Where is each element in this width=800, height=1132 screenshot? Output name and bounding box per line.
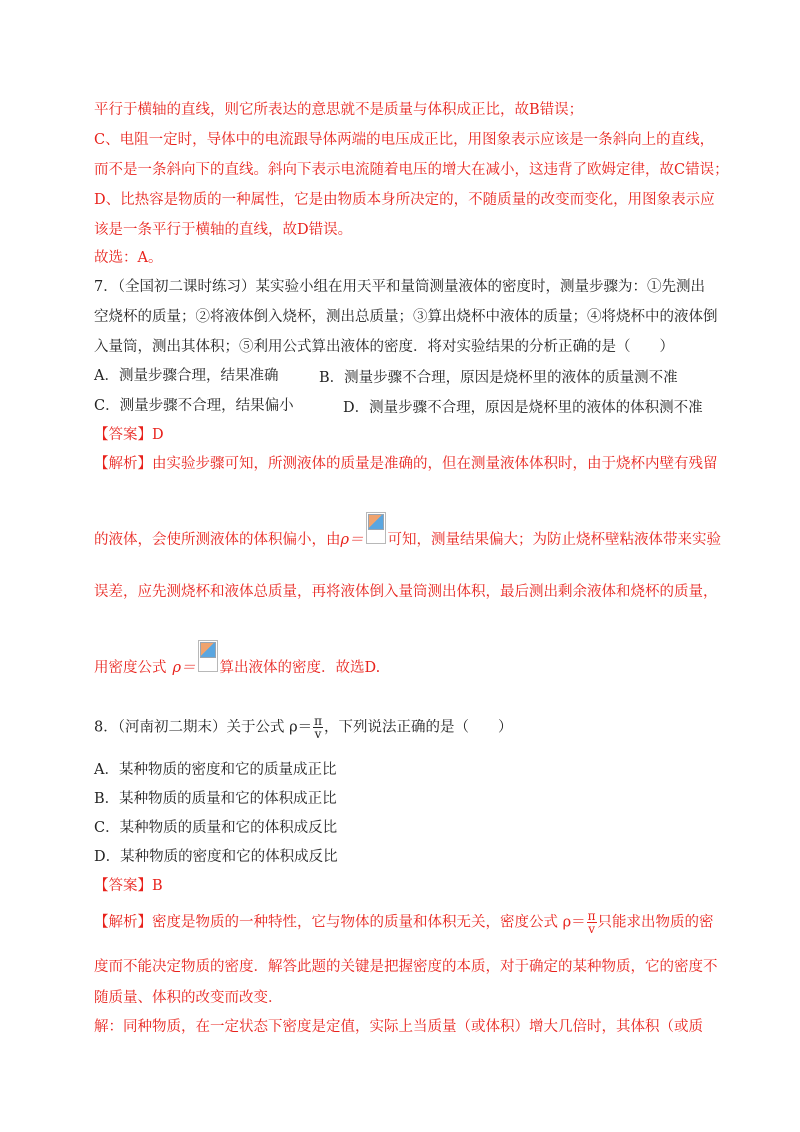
question-7-option-d: D．测量步骤不合理，原因是烧杯里的液体的体积测不准	[343, 400, 703, 416]
explanation-line: 平行于横轴的直线，则它所表达的意思就不是质量与体积成正比，故B错误；	[94, 102, 584, 118]
fraction-denominator: v	[314, 727, 322, 741]
question-7-stem: 空烧杯的质量；②将液体倒入烧杯，测出总质量；③算出烧杯中液体的质量；④将烧杯中的液体倒	[94, 309, 718, 325]
question-7-explanation	[94, 652, 380, 684]
question-7-explanation: 误差，应先测烧杯和液体总质量，再将液体倒入量筒测出体积，最后测出剩余液体和烧杯的质量，	[94, 584, 718, 600]
formula-image-placeholder	[198, 640, 218, 672]
explanation-line: C、电阻一定时，导体中的电流跟导体两端的电压成正比，用图象表示应该是一条斜向上的直线，	[94, 132, 715, 148]
question-8-stem	[94, 715, 513, 740]
explanation-text: 用密度公式	[94, 660, 167, 676]
explanation-text: 只能求出物质的密	[597, 914, 714, 931]
question-8-option-c: C．某种物质的质量和它的体积成反比	[94, 820, 338, 836]
question-8-answer: 【答案】B	[94, 878, 163, 894]
explanation-text: 的液体，会使所测液体的体积偏小，由	[94, 532, 341, 548]
rho-symbol: ρ＝	[289, 719, 313, 736]
question-8-solution: 解：同种物质，在一定状态下密度是定值，实际上当质量（或体积）增大几倍时，其体积（或质	[94, 1019, 703, 1035]
question-7-stem: 入量筒，测出其体积；⑤利用公式算出液体的密度．将对实验结果的分析正确的是（ ）	[94, 339, 674, 355]
explanation-line: D、比热容是物质的一种属性，它是由物质本身所决定的，不随质量的改变而变化，用图象表示应	[94, 192, 715, 208]
question-7-option-a: A．测量步骤合理，结果准确	[94, 368, 279, 384]
rho-symbol: ρ＝	[562, 914, 586, 931]
explanation-text: 【解析】密度是物质的一种特性，它与物体的质量和体积无关，密度公式	[94, 914, 558, 931]
broken-image-icon	[368, 514, 384, 530]
question-8-explanation: 随质量、体积的改变而改变．	[94, 990, 283, 1006]
question-8-option-a: A．某种物质的密度和它的质量成正比	[94, 762, 337, 778]
question-8-explanation: 度而不能决定物质的密度．解答此题的关键是把握密度的本质，对于确定的某种物质，它的密度不	[94, 959, 718, 975]
question-8-option-d: D．某种物质的密度和它的体积成反比	[94, 849, 338, 865]
question-8-option-b: B．某种物质的质量和它的体积成正比	[94, 791, 337, 807]
explanation-text: 可知，测量结果偏大；为防止烧杯壁粘液体带来实验	[387, 532, 722, 548]
question-7-explanation: 【解析】由实验步骤可知，所测液体的质量是准确的，但在测量液体体积时，由于烧杯内壁有残留	[94, 456, 718, 472]
question-text: 8．（河南初二期末）关于公式	[94, 719, 285, 736]
question-7-option-c: C．测量步骤不合理，结果偏小	[94, 398, 294, 414]
answer-conclusion: 故选：A。	[94, 250, 163, 266]
density-formula-fraction	[313, 715, 323, 740]
question-7-explanation	[94, 524, 721, 556]
question-7-option-b: B．测量步骤不合理，原因是烧杯里的液体的质量测不准	[319, 370, 678, 386]
question-7-stem: 7．（全国初二课时练习）某实验小组在用天平和量筒测量液体的密度时，测量步骤为：①先测出	[94, 279, 705, 295]
fraction-numerator: π	[314, 714, 323, 728]
question-8-explanation	[94, 910, 714, 935]
density-formula-fraction	[587, 910, 597, 935]
rho-symbol: ρ＝	[340, 532, 364, 548]
explanation-line: 而不是一条斜向下的直线。斜向下表示电流随着电压的增大在减小，这违背了欧姆定律，故C错误；	[94, 162, 729, 178]
broken-image-icon	[200, 642, 216, 658]
question-7-answer: 【答案】D	[94, 427, 164, 443]
explanation-text: 算出液体的密度．故选D.	[219, 660, 381, 676]
question-text: ，下列说法正确的是（ ）	[324, 719, 513, 736]
formula-image-placeholder	[366, 512, 386, 544]
fraction-numerator: π	[587, 909, 596, 923]
explanation-line: 该是一条平行于横轴的直线，故D错误。	[94, 222, 353, 238]
rho-symbol: ρ＝	[172, 660, 196, 676]
fraction-denominator: v	[588, 922, 595, 936]
